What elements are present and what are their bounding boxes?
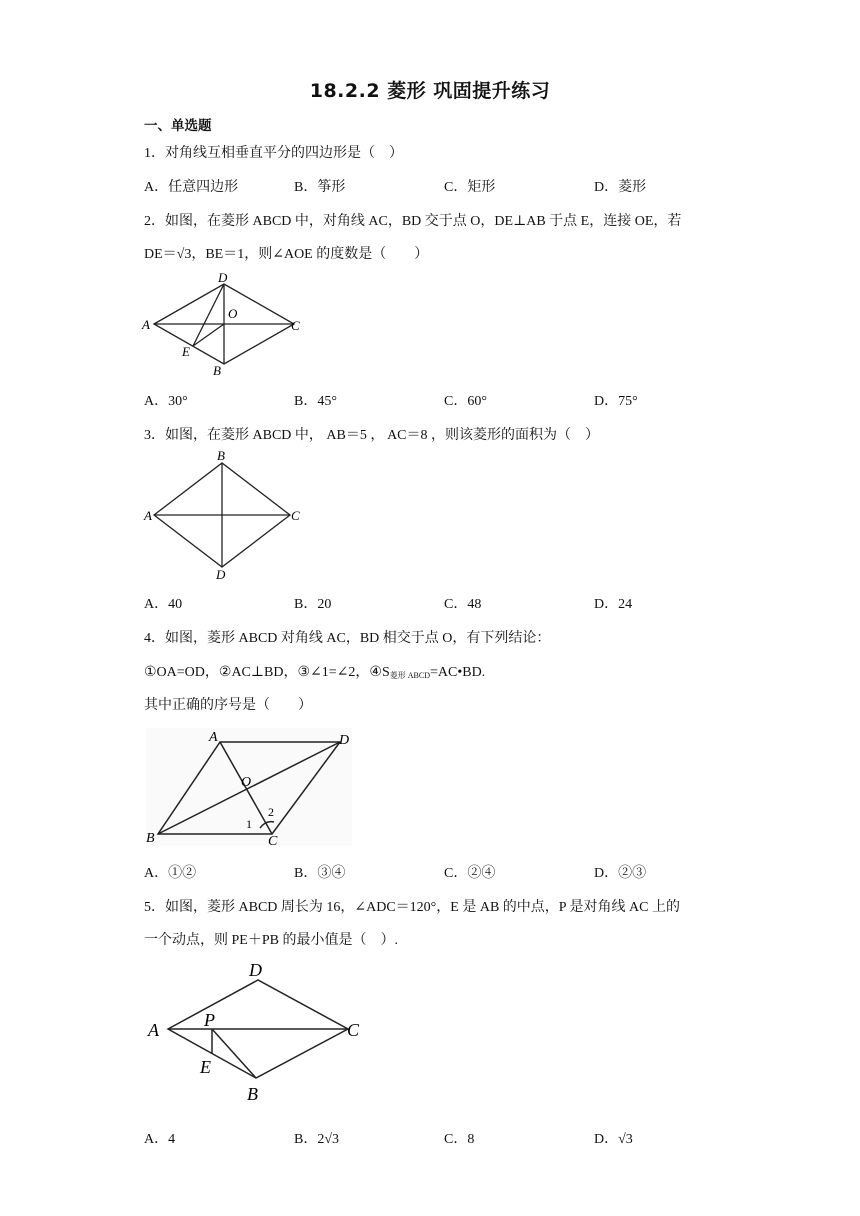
q5-label-a: A xyxy=(148,1020,159,1040)
q4-angle-1-label: 1 xyxy=(246,817,252,831)
q5-label-e: E xyxy=(200,1057,211,1077)
q4-option-a[interactable]: A．①② xyxy=(144,866,197,881)
q4-conclusions-main: ①OA=OD，②AC⊥BD，③∠1=∠2，④S xyxy=(144,665,390,680)
q5-label-c: C xyxy=(347,1020,360,1040)
q3-rhombus-figure xyxy=(140,448,310,584)
q1-option-b[interactable]: B．筝形 xyxy=(294,180,346,195)
q5-option-d[interactable]: D．√3 xyxy=(594,1132,633,1147)
question-4-stem-line3: 其中正确的序号是（ ） xyxy=(144,698,312,713)
q2-label-d: D xyxy=(218,270,228,285)
q2-option-c[interactable]: C．60° xyxy=(444,394,487,409)
q5-label-d: D xyxy=(249,960,262,980)
q4-label-o: O xyxy=(241,775,252,790)
q3-label-d: D xyxy=(216,567,226,582)
q4-label-c: C xyxy=(268,834,278,849)
q1-option-c[interactable]: C．矩形 xyxy=(444,180,496,195)
q3-label-a: A xyxy=(144,508,152,523)
question-2-stem-line2: DE＝√3，BE＝1，则∠AOE 的度数是（ ） xyxy=(144,247,429,262)
question-3-stem: 3．如图，在菱形 ABCD 中， AB＝5 ， AC＝8 ，则该菱形的面积为（ ） xyxy=(144,428,600,443)
question-5-stem-line1: 5．如图，菱形 ABCD 周长为 16，∠ADC＝120°，E 是 AB 的中点，P 是对角线 AC 上的 xyxy=(144,900,680,915)
page-title: 18.2.2 菱形 巩固提升练习 xyxy=(309,80,551,102)
q2-option-d[interactable]: D．75° xyxy=(594,394,638,409)
q4-option-c[interactable]: C．②④ xyxy=(444,866,496,881)
q3-option-d[interactable]: D．24 xyxy=(594,597,633,612)
q3-option-b[interactable]: B．20 xyxy=(294,597,332,612)
q3-option-c[interactable]: C．48 xyxy=(444,597,482,612)
q4-label-a: A xyxy=(209,730,218,745)
q4-rhombus-figure xyxy=(140,722,360,850)
section-heading: 一、单选题 xyxy=(144,118,212,134)
q4-option-b[interactable]: B．③④ xyxy=(294,866,346,881)
q4-label-d: D xyxy=(339,733,350,748)
question-2-stem-line1: 2．如图，在菱形 ABCD 中，对角线 AC，BD 交于点 O，DE⊥AB 于点 E，连接 OE，若 xyxy=(144,214,682,229)
q1-option-d[interactable]: D．菱形 xyxy=(594,180,647,195)
q4-angle-2-label: 2 xyxy=(268,805,274,819)
q2-label-b: B xyxy=(213,363,221,378)
q2-label-c: C xyxy=(291,318,300,333)
q5-option-a[interactable]: A．4 xyxy=(144,1132,176,1147)
q5-label-p: P xyxy=(204,1010,215,1030)
q5-option-b[interactable]: B．2√3 xyxy=(294,1132,340,1147)
q2-rhombus-figure xyxy=(140,268,310,380)
q4-conclusions-end: =AC•BD. xyxy=(429,665,486,680)
q2-option-b[interactable]: B．45° xyxy=(294,394,337,409)
question-4-conclusions xyxy=(144,661,485,681)
question-1-stem: 1．对角线互相垂直平分的四边形是（ ） xyxy=(144,146,403,161)
q3-label-c: C xyxy=(291,508,300,523)
q4-label-b: B xyxy=(146,831,155,846)
q4-option-d[interactable]: D．②③ xyxy=(594,866,647,881)
q2-label-a: A xyxy=(142,317,150,332)
q3-option-a[interactable]: A．40 xyxy=(144,597,183,612)
q2-option-a[interactable]: A．30° xyxy=(144,394,188,409)
q3-label-b: B xyxy=(217,448,225,463)
question-4-stem-line1: 4．如图，菱形 ABCD 对角线 AC，BD 相交于点 O，有下列结论： xyxy=(144,631,551,646)
q2-label-o: O xyxy=(228,306,238,321)
q4-area-subscript: 菱形 ABCD xyxy=(389,671,430,680)
q1-option-a[interactable]: A．任意四边形 xyxy=(144,180,239,195)
q5-rhombus-figure xyxy=(140,956,380,1106)
q5-option-c[interactable]: C．8 xyxy=(444,1132,475,1147)
q5-label-b: B xyxy=(247,1084,258,1104)
q2-label-e: E xyxy=(182,344,190,359)
question-5-stem-line2: 一个动点，则 PE＋PB 的最小值是（ ）. xyxy=(144,933,398,948)
